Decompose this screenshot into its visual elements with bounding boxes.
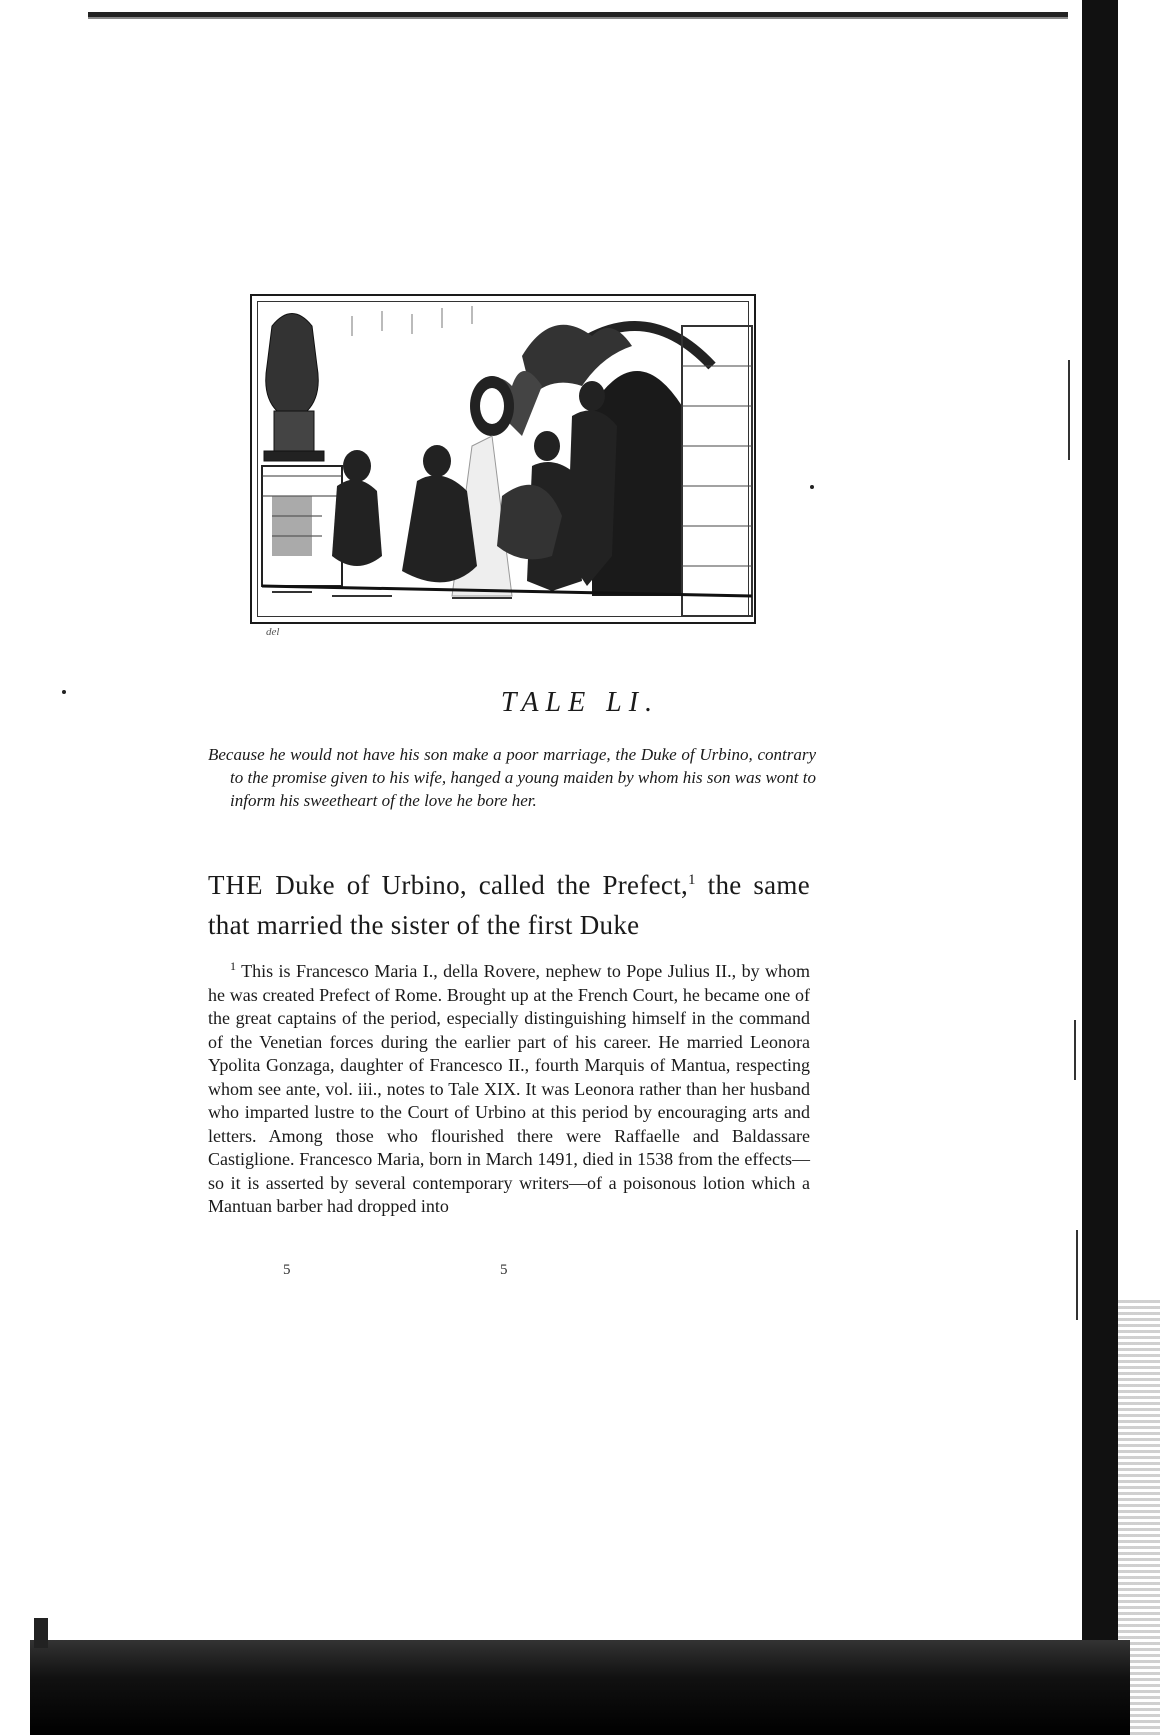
engraver-signature: del bbox=[266, 626, 280, 638]
engraving-illustration bbox=[250, 294, 756, 624]
scan-edge-right bbox=[1082, 0, 1118, 1735]
scan-mark-left bbox=[34, 1618, 48, 1648]
scan-line bbox=[1074, 1020, 1076, 1080]
footnote-marker: 1 bbox=[230, 959, 236, 973]
engraving-drawing bbox=[252, 296, 756, 624]
opening-word: THE bbox=[208, 870, 264, 900]
tale-body-paragraph bbox=[208, 860, 810, 945]
footnote bbox=[208, 955, 810, 1219]
tale-summary-text: Because he would not have his son make a poor marriage, the Duke of Urbino, contrary to the promise given to his wife, hanged a young maiden by whom his son was wont to inform his sweetheart of the love he bore her. bbox=[208, 745, 816, 810]
scan-line bbox=[1076, 1230, 1078, 1320]
footnote-reference: 1 bbox=[688, 872, 696, 888]
body-text-part2: the same that married the sister of the first Duke bbox=[208, 870, 810, 940]
tale-body bbox=[208, 860, 810, 945]
signature-mark-left: 5 bbox=[283, 1262, 291, 1278]
body-text-part1: Duke of Urbino, called the Prefect, bbox=[263, 870, 689, 900]
tale-title: TALE LI. bbox=[500, 687, 660, 718]
scan-line bbox=[1068, 360, 1070, 460]
scan-edge-bottom bbox=[30, 1640, 1130, 1735]
signature-mark-right: 5 bbox=[500, 1262, 508, 1278]
footnote-text: This is Francesco Maria I., della Rovere, nephew to Pope Julius II., by whom he was created Prefect of Rome. Brought up at the French Court, he became one of the great captains of the period, especially distinguishing himself in the command of the Venetian forces during the earlier part of his career. He married Leonora Ypolita Gonzaga, daughter of Francesco II., fourth Marquis of Mantua, respecting whom see ante, vol. iii., notes to Tale XIX. It was Leonora rather than her husband who imparted lustre to the Court of Urbino at this period by encouraging arts and letters. Among those who flourished there were Raffaelle and Baldassare Castiglione. Francesco Maria, born in March 1491, died in 1538 from the effects—so it is asserted by several contemporary writers—of a poisonous lotion which a Mantuan barber had dropped into bbox=[208, 961, 810, 1216]
stray-mark bbox=[810, 485, 814, 489]
scan-edge-top-shadow bbox=[88, 17, 1068, 19]
tale-summary bbox=[208, 743, 816, 812]
footnote-paragraph bbox=[208, 955, 810, 1219]
